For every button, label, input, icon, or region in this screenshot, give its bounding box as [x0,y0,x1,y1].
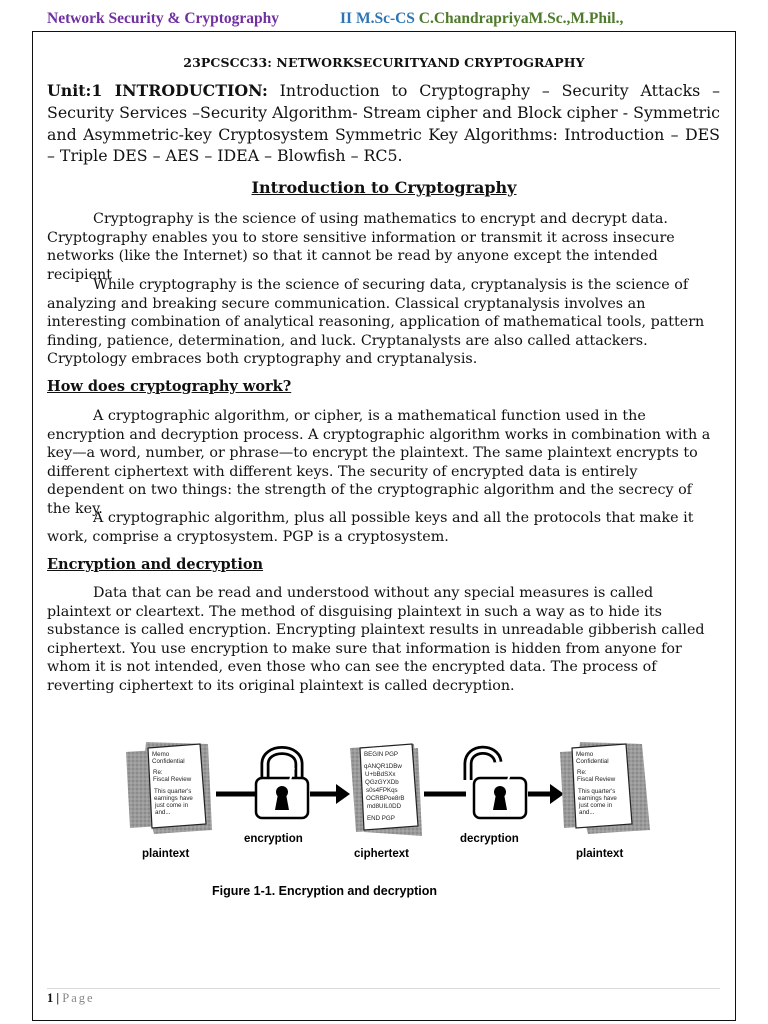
plain-right-line-8: and... [579,809,595,816]
cipher-line-2: qANQR1DBw [364,763,402,770]
plain-right-line-4: Fiscal Review [577,776,616,783]
arrow-2 [310,784,350,804]
page-word: Page [62,991,95,1005]
unit-label: Unit:1 INTRODUCTION: [47,81,268,100]
plain-left-line-3: Re: [153,769,163,776]
plain-right-line-2: Confidential [576,758,609,765]
header-author: C.ChandrapriyaM.Sc.,M.Phil., [418,10,624,27]
heading-encryption-and-decryption: Encryption and decryption [47,556,264,573]
label-ciphertext: ciphertext [354,848,409,860]
plaintext-document-right [560,742,650,834]
label-encryption: encryption [244,833,303,845]
unit-topics: Introduction to Cryptography – Security Attacks – Security Services –Security Algorithm- Stream cipher and Block cipher - Symmetric and Asymmetric-key Cryptosystem Symmetric Key Algorithms: Introduction – DES – Triple DES – AES – IDEA – Blowfish – RC5. [47,81,720,166]
paragraph-1-text: Cryptography is the science of using mathematics to encrypt and decrypt data. Cryptography enables you to store sensitive information or transmit it across insecure networks (like the Internet) so that it cannot be read by anyone except the intended recipient [47,211,675,283]
label-decryption: decryption [460,833,519,845]
plain-right-line-5: This quarter's [578,788,616,795]
paragraph-3 [47,407,719,519]
plain-right-line-7: just come in [579,802,613,809]
lock-open-icon [468,750,526,818]
unit-syllabus [47,80,720,167]
cipher-line-4: QGzGYXDb [365,779,399,786]
paragraph-5-text: Data that can be read and understood without any special measures is called plaintext or cleartext. The method of disguising plaintext in such a way as to hide its substance is called encryption. Encrypting plaintext results in unreadable gibberish called ciphertext. You use encryption to make sure that information is hidden from anyone for whom it is not intended, even those who can see the encrypted data. The process of reverting ciphertext to its original plaintext is called decryption. [47,585,705,694]
plain-right-line-3: Re: [577,769,587,776]
cipher-line-7: md8UIL0DD [367,803,402,810]
encryption-decryption-figure [120,728,660,908]
figure-caption: Figure 1-1. Encryption and decryption [212,884,438,898]
plaintext-document-left [126,742,212,834]
plain-left-line-8: and... [155,809,171,816]
course-code: 23PCSCC33: NETWORKSECURITYAND CRYPTOGRAPHY [183,55,585,70]
plain-right-line-1: Memo [576,751,594,758]
label-plaintext-right: plaintext [576,848,624,860]
plain-right-line-6: earnings have [578,795,617,802]
page-footer [47,988,720,1006]
paragraph-2-text: While cryptography is the science of securing data, cryptanalysis is the science of analyzing and breaking secure communication. Classical cryptanalysis involves an interesting combination of analytical reasoning, application of mathematical tools, pattern finding, patience, determination, and luck. Cryptanalysts are also called attackers. Cryptology embraces both cryptography and cryptanalysis. [47,277,705,368]
paragraph-5 [47,584,719,696]
cipher-line-3: U+bBdSXx [365,771,396,778]
footer-separator: | [56,991,60,1005]
cipher-line-6: OCRBPoe8rB [366,795,405,802]
cipher-line-8: END PGP [367,815,395,822]
header-subject: Network Security & Cryptography [47,10,280,27]
paragraph-4-text: A cryptographic algorithm, plus all possible keys and all the protocols that make it work, comprise a cryptosystem. PGP is a cryptosystem. [47,510,694,545]
cipher-line-1: BEGIN PGP [364,751,398,758]
plain-left-line-2: Confidential [152,758,185,765]
heading-how-does-cryptography-work: How does cryptography work? [47,378,292,395]
paragraph-4 [47,509,719,546]
section-title: Introduction to Cryptography [251,178,517,197]
page-number: 1 [47,991,54,1005]
label-plaintext-left: plaintext [142,848,190,860]
running-header [47,8,727,30]
cipher-line-5: s0s4FPKqs [366,787,398,794]
lock-closed-icon [256,751,308,819]
paragraph-1 [47,210,719,284]
plain-left-line-6: earnings have [154,795,193,802]
arrow-4 [528,784,564,804]
paragraph-2 [47,276,719,369]
header-class-label: II M.Sc-CS [340,10,415,27]
paragraph-3-text: A cryptographic algorithm, or cipher, is a mathematical function used in the encryption and decryption process. A cryptographic algorithm works in combination with a key—a word, number, or phrase—to encrypt the plaintext. The same plaintext encrypts to different ciphertext with different keys. The security of encrypted data is entirely dependent on two things: the strength of the cryptographic algorithm and the secrecy of the key. [47,408,711,517]
plain-left-line-5: This quarter's [154,788,192,795]
plain-left-line-7: just come in [155,802,189,809]
plain-left-line-4: Fiscal Review [153,776,192,783]
plain-left-line-1: Memo [152,751,170,758]
header-author-block [340,10,623,28]
ciphertext-document [350,744,422,836]
